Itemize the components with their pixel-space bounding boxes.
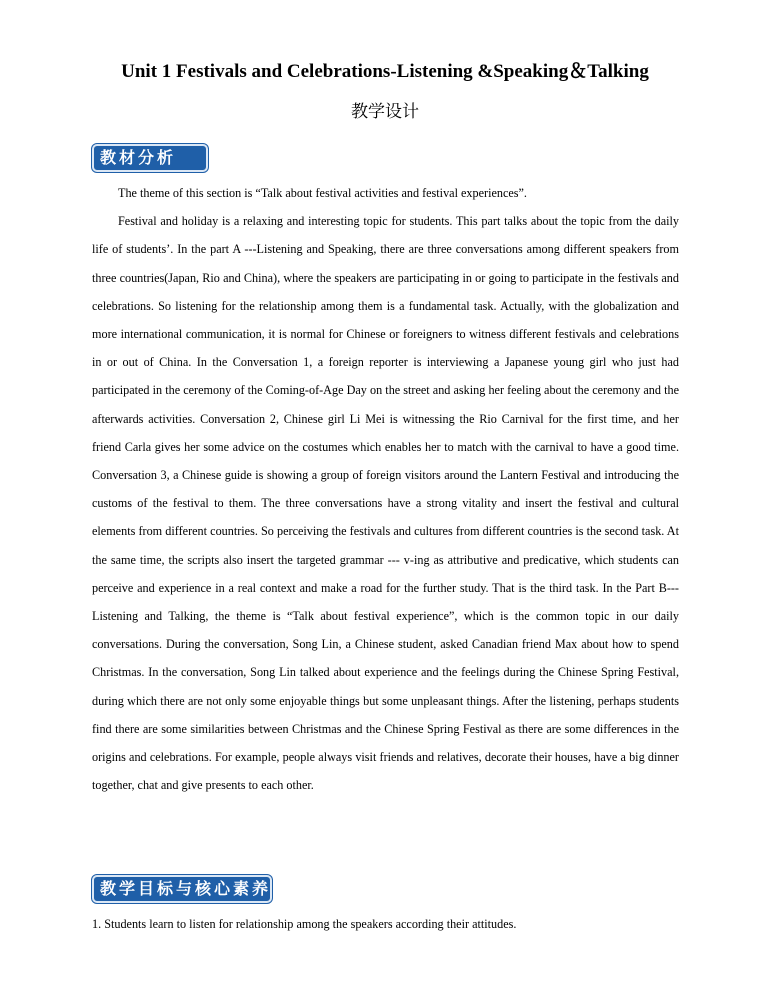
analysis-paragraph-1: The theme of this section is “Talk about festival activities and festival experiences”.: [118, 186, 527, 200]
document-title: Unit 1 Festivals and Celebrations-Listening &Speaking＆Talking: [121, 61, 649, 82]
analysis-body: [92, 179, 679, 799]
document-subtitle: 教学设计: [351, 102, 419, 122]
analysis-paragraph-2: Festival and holiday is a relaxing and interesting topic for students. This part talks about the topic from the daily life of students’. In the part A ---Listening and Speaking, there are three conversations among different speakers from three countries(Japan, Rio and China), where the speakers are participating in or going to participate in the festivals and celebrations. So listening for the relationship among them is a fundamental task. Actually, with the globalization and more international communication, it is normal for Chinese or foreigners to witness different festivals and celebrations in or out of China. In the Conversation 1, a foreign reporter is interviewing a Japanese young girl who just had participated in the ceremony of the Coming-of-Age Day on the street and asking her feeling about the ceremony and the afterwards activities. Conversation 2, Chinese girl Li Mei is witnessing the Rio Carnival for the first time, and her friend Carla gives her some advice on the costumes which enables her to match with the carnival to have a good time. Conversation 3, a Chinese guide is showing a group of foreign visitors around the Lantern Festival and introducing the customs of the festival to them. The three conversations have a strong vitality and insert the festival and cultural elements from different countries. So perceiving the festivals and cultures from different countries is the second task. At the same time, the scripts also insert the targeted grammar --- v-ing as attributive and predicative, which students can perceive and experience in a real context and make a road for the further study. That is the third task. In the Part B--- Listening and Talking, the theme is “Talk about festival experience”, which is the common topic in our daily conversations. During the conversation, Song Lin, a Chinese student, asked Canadian friend Max about how to spend Christmas. In the conversation, Song Lin talked about experience and the feelings during the Chinese Spring Festival, during which there are not only some enjoyable things but some unpleasant things. After the listening, perhaps students find there are some similarities between Christmas and the Chinese Spring Festival as there are some differences in the origins and celebrations. For example, people always visit friends and relatives, decorate their houses, have a big dinner together, chat and give presents to each other.: [92, 214, 679, 793]
section-badge-analysis: 教材分析: [92, 144, 208, 172]
section-badge-goals: 教学目标与核心素养: [92, 875, 272, 903]
goal-item-1: 1. Students learn to listen for relationship among the speakers according their attitudes.: [92, 917, 517, 931]
